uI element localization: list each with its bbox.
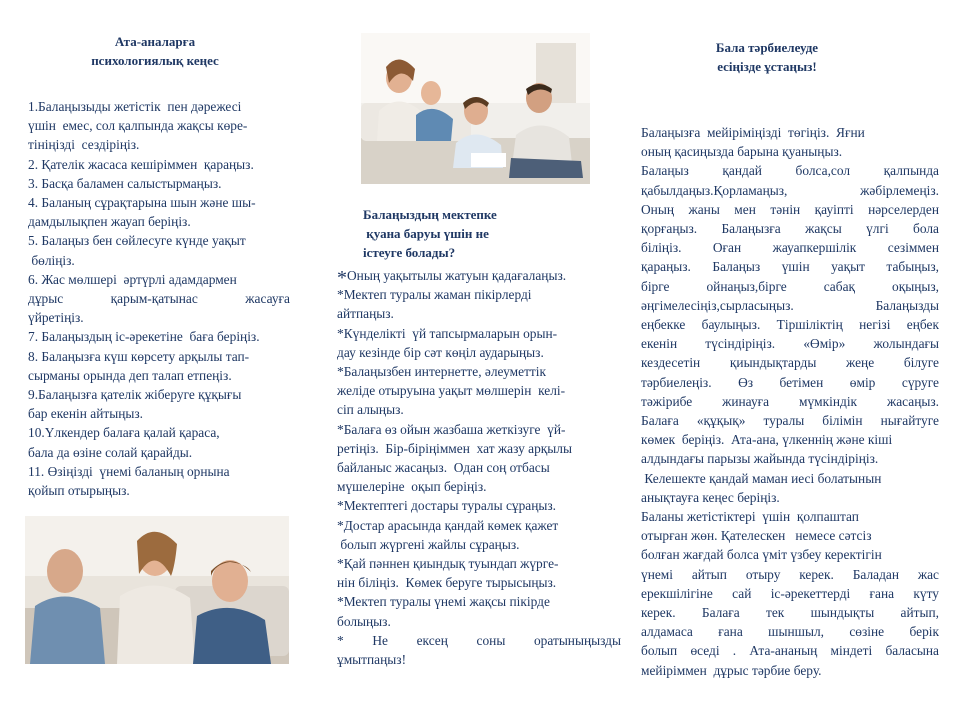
right-line: Оның жаны мен тәнін қауіпті нәрселерден (641, 201, 939, 217)
left-line: сырманы орында деп талап етпеңіз. (28, 367, 232, 383)
left-line: бала да өзіне солай қарайды. (28, 444, 193, 460)
middle-line: ұмытпаңыз! (337, 652, 407, 668)
right-title-line-2: есіңізде ұстаңыз! (717, 59, 817, 74)
left-advice-list (28, 97, 290, 500)
family-on-floor-photo (361, 33, 590, 184)
middle-line: *Балаға өз ойын жазбаша жеткізуге үй- (337, 421, 566, 437)
right-title-line-1: Бала тәрбиелеуде (715, 40, 819, 55)
right-line: мейіріммен дұрыс тәрбие беру. (641, 662, 822, 678)
right-line: оның қасиңызда барына қуаныңыз. (641, 144, 843, 160)
left-line: тініңізді сездіріңіз. (28, 137, 140, 153)
right-line: алдамаса ғана шыншыл, сөзіне берік (641, 624, 939, 640)
left-line: дұрыс қарым-қатынас жасауға (28, 291, 290, 307)
left-line: 11. Өзіңізді үнемі баланың орнына (28, 463, 230, 479)
right-line: болған жағдай болса үміт үзбеу керектігін (641, 547, 882, 563)
left-line: дамдылықпен жауап беріңіз. (28, 214, 191, 230)
middle-line: *Балаңызбен интернетте, әлеуметтік (337, 364, 546, 380)
left-line: 3. Басқа баламен салыстырмаңыз. (28, 175, 222, 191)
middle-advice-list (337, 266, 621, 669)
right-title (672, 38, 862, 76)
middle-title (363, 205, 543, 262)
left-line: қойып отырыңыз. (28, 483, 130, 499)
middle-line: *Мектеп туралы үнемі жақсы пікірде (337, 594, 550, 610)
right-line: ерекшілігіне сай іс-әрекеттерді ғана күту (641, 585, 939, 601)
middle-line: * Не ексең соны оратыныңызды (337, 632, 621, 648)
middle-line: *Қай пәннен қиындық туындап жүрге- (337, 556, 559, 572)
right-line: көмек беріңіз. Ата-ана, үлкеннің және кіші (641, 432, 893, 448)
right-line: керек. Балаға тек шындықты айтып, (641, 605, 939, 621)
right-line: қабылдаңыз.Қорламаңыз, жәбірлемеңіз. (641, 182, 939, 198)
middle-line: *Күнделікті үй тапсырмаларын орын- (337, 325, 558, 341)
right-line: Баланы жетістіктері үшін қолпаштап (641, 509, 859, 525)
right-line: біліңіз. Оған жауапкершілік сезіммен (641, 240, 939, 256)
middle-line: айтпаңыз. (337, 306, 394, 322)
left-line: 5. Балаңыз бен сөйлесуге күнде уақыт (28, 233, 246, 249)
middle-line: ретіңіз. Бір-біріңіммен хат жазу арқылы (337, 440, 572, 456)
right-line: кездесетін қиындықтарды жеңе білуге (641, 355, 939, 371)
middle-line: дау кезінде бір сәт көңіл аударыңыз. (337, 344, 544, 360)
family-on-sofa-photo (25, 516, 289, 664)
left-line: 4. Баланың сұрақтарына шын және шы- (28, 195, 256, 211)
middle-line: *Достар арасында қандай көмек қажет (337, 517, 559, 533)
right-line: тәрбиелеңіз. Өз бетімен өмір сүруге (641, 374, 939, 390)
middle-line: байланыс жасаңыз. Одан соң отбасы (337, 460, 550, 476)
middle-title-line-2: қуана баруы үшін не (363, 226, 489, 241)
right-line: еңбекке баулыңыз. Тіршіліктің негізі еңбек (641, 317, 939, 333)
right-line: Балаға «құқық» туралы білімін нығайтуге (641, 413, 939, 429)
right-line: екенін түсіндіріңіз. «Өмір» жолындағы (641, 336, 939, 352)
middle-line: *Мектеп туралы жаман пікірлерді (337, 287, 532, 303)
left-line: 10.Үлкендер балаға қалай қараса, (28, 425, 220, 441)
right-line: анықтауға кеңес беріңіз. (641, 489, 780, 505)
middle-line: *Мектептегі достары туралы сұраңыз. (337, 498, 557, 514)
left-line: үшін емес, сол қалпында жақсы көре- (28, 118, 248, 134)
right-line: Келешекте қандай маман иесі болатынын (641, 470, 882, 486)
right-line: қорғаңыз. Балаңызға жақсы үлгі бола (641, 221, 939, 237)
left-title-line-1: Ата-аналарға (114, 34, 196, 49)
left-line: бөліңіз. (28, 252, 75, 268)
left-title (60, 32, 250, 70)
left-line: үйретіңіз. (28, 310, 84, 326)
right-line: алдындағы парызы жайында түсіндіріңіз. (641, 451, 879, 467)
middle-line: нін біліңіз. Көмек беруге тырысыңыз. (337, 575, 557, 591)
middle-first-line-text: Оның уақытылы жатуын қадағалаңыз. (347, 268, 567, 283)
middle-line: болып жүргені жайлы сұраңыз. (337, 536, 520, 552)
star-bullet: * (337, 267, 347, 289)
right-line: қараңыз. Балаңыз үшін уақыт табыңыз, (641, 259, 939, 275)
right-line: болып өседі . Ата-ананың міндеті баласына (641, 643, 939, 659)
left-line: бар екенін айтыңыз. (28, 406, 144, 422)
middle-line: болыңыз. (337, 613, 391, 629)
right-line: отырған жөн. Қателескен немесе сәтсіз (641, 528, 872, 544)
right-line: бірге ойнаңыз,бірге сабақ оқыңыз, (641, 278, 939, 294)
left-line: 8. Балаңызға күш көрсету арқылы тап- (28, 348, 250, 364)
right-line: тәжірибе жинауға мүмкіндік жасаңыз. (641, 393, 939, 409)
middle-title-line-3: істеуге болады? (363, 245, 456, 260)
left-line: 6. Жас мөлшері әртүрлі адамдармен (28, 271, 237, 287)
left-line: 9.Балаңызға қателік жіберуге құқығы (28, 387, 242, 403)
left-line: 2. Қателік жасаса кешіріммен қараңыз. (28, 156, 254, 172)
right-line: әңгімелесіңіз,сырласыңыз. Балаңызды (641, 297, 939, 313)
left-title-line-2: психологиялық кеңес (91, 53, 219, 68)
right-line: үнемі айтып отыру керек. Баладан жас (641, 566, 939, 582)
middle-line: сіп алыңыз. (337, 402, 404, 418)
left-line: 7. Балаңыздың іс-әрекетіне баға беріңіз. (28, 329, 260, 345)
middle-line: мүшелеріне оқып беріңіз. (337, 479, 487, 495)
right-line: Балаңызға мейіріміңізді төгіңіз. Яғни (641, 125, 865, 140)
middle-line: желіде отыруына уақыт мөлшерін келі- (337, 383, 566, 399)
middle-line-first (337, 266, 621, 289)
middle-title-line-1: Балаңыздың мектепке (363, 207, 497, 222)
left-line: 1.Балаңызыды жетістік пен дәрежесі (28, 99, 242, 114)
right-advice-text (641, 123, 939, 680)
right-line: Балаңыз қандай болса,сол қалпында (641, 163, 939, 179)
